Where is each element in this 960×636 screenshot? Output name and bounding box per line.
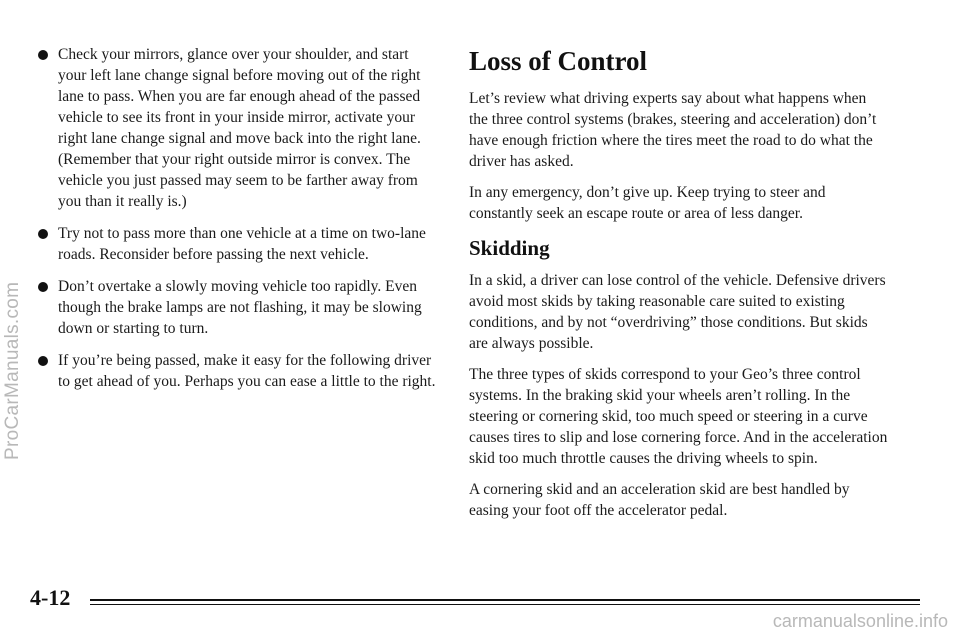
right-column xyxy=(469,44,889,531)
list-item xyxy=(38,350,438,392)
bullet-icon xyxy=(38,356,48,366)
list-item xyxy=(38,276,438,339)
skid-paragraph: The three types of skids correspond to your Geo’s three control systems. In the braking skid your wheels aren’t rolling. In the steering or cornering skid, too much speed or steering in a curve causes tires to slip and lose cornering force. And in the acceleration skid too much throttle causes the driving wheels to spin. xyxy=(469,366,888,467)
bullet-text: Check your mirrors, glance over your shoulder, and start your left lane change signal before moving out of the right lane to pass. When you are far enough ahead of the passed vehicle to see its front in your inside mirror, activate your right lane change signal and move back into the right lane. (Remember that your right outside mirror is convex. The vehicle you just passed may seem to be farther away from you than it really is.) xyxy=(58,46,421,210)
skid-paragraph: A cornering skid and an acceleration skid are best handled by easing your foot off the accelerator pedal. xyxy=(469,481,850,519)
section-title: Loss of Control xyxy=(469,46,648,76)
footer-rule xyxy=(90,599,920,601)
bullet-text: Try not to pass more than one vehicle at a time on two-lane roads. Reconsider before passing the next vehicle. xyxy=(58,225,426,263)
list-item xyxy=(38,44,438,212)
skid-paragraph: In a skid, a driver can lose control of the vehicle. Defensive drivers avoid most skids by taking reasonable care suited to existing conditions, and by not “overdriving” those conditions. But skids are always possible. xyxy=(469,272,886,352)
bottom-watermark: carmanualsonline.info xyxy=(772,611,948,631)
bullet-icon xyxy=(38,50,48,60)
bullet-text: Don’t overtake a slowly moving vehicle too rapidly. Even though the brake lamps are not flashing, it may be slowing down or starting to turn. xyxy=(58,278,422,337)
page-number: 4-12 xyxy=(30,585,71,610)
bullet-text: If you’re being passed, make it easy for the following driver to get ahead of you. Perhaps you can ease a little to the right. xyxy=(58,352,436,390)
left-column xyxy=(38,44,438,403)
list-item xyxy=(38,223,438,265)
intro-paragraph: In any emergency, don’t give up. Keep trying to steer and constantly seek an escape route or area of less danger. xyxy=(469,184,826,222)
footer-rule-thin xyxy=(90,604,920,605)
intro-paragraph: Let’s review what driving experts say about what happens when the three control systems (brakes, steering and acceleration) don’t have enough friction where the tires meet the road to do what the driver has asked. xyxy=(469,90,877,170)
bullet-icon xyxy=(38,282,48,292)
subsection-title: Skidding xyxy=(469,236,550,260)
side-watermark: ProCarManuals.com xyxy=(2,281,23,460)
bullet-icon xyxy=(38,229,48,239)
